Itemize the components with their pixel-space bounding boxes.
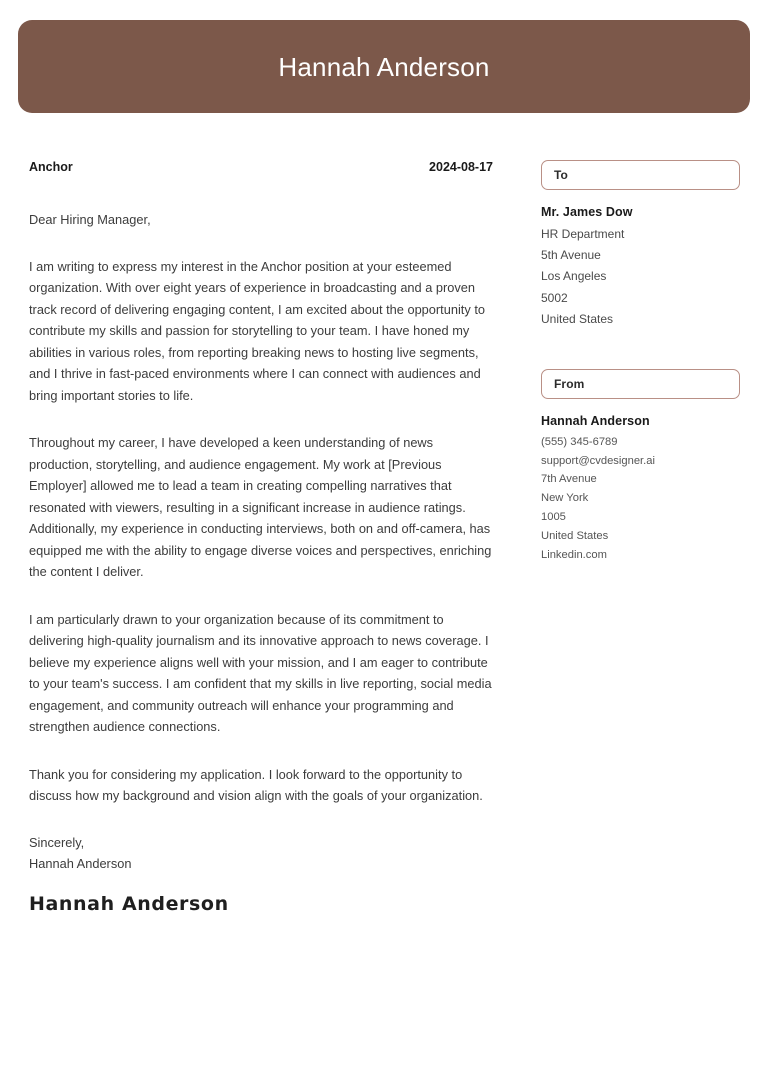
letter-paragraph: I am particularly drawn to your organization because of its commitment to delivering high-quality journalism and its innovative approach to news coverage. I believe my experience aligns well with your mission, and I am eager to contribute to your team's success. I am confident that my skills in live reporting, social media engagement, and community outreach will enhance your programming and strengthen audience connections. [29, 611, 492, 735]
letter-date: 2024-08-17 [429, 160, 493, 174]
letter-column [29, 160, 493, 915]
letter-paragraph: Thank you for considering my application. I look forward to the opportunity to discuss how my background and vision align with the goals of your organization. [29, 766, 483, 803]
page-title: Hannah Anderson [278, 51, 490, 82]
sender-line: United States [541, 529, 609, 542]
sender-website: Linkedin.com [541, 548, 607, 561]
letter-paragraph: Throughout my career, I have developed a keen understanding of news production, storytelling, and audience engagement. My work at [Previous Employer] allowed me to lead a team in creating compelling narratives that resonated with viewers, resulting in a significant increase in audience ratings. Additionally, my experience in conducting interviews, both on and off-camera, has equipped me with the ability to engage diverse voices and perspectives, enriching the content I deliver. [29, 435, 492, 580]
recipient-block [541, 202, 740, 330]
sender-block [541, 411, 740, 564]
recipient-chip-label: To [554, 168, 568, 182]
recipient-line: 5002 [541, 290, 568, 305]
sender-phone: (555) 345-6789 [541, 435, 618, 448]
letter-paragraph: I am writing to express my interest in the Anchor position at your esteemed organization. With over eight years of experience in broadcasting and a proven track record of delivering engaging content, I am excited about the opportunity to contribute my skills and passion for storytelling to your team. I have honed my abilities in various roles, from reporting breaking news to hosting live segments, and I thrive in fast-paced environments where I can connect with audiences and bring important stories to life. [29, 258, 485, 403]
signature: Hannah Anderson [29, 892, 229, 915]
closing-salutation: Sincerely, [29, 835, 85, 851]
sender-email: support@cvdesigner.ai [541, 454, 655, 467]
address-sidebar [541, 160, 740, 564]
sender-chip [541, 369, 740, 399]
sender-line: New York [541, 492, 589, 505]
recipient-chip [541, 160, 740, 190]
letter-meta-row [29, 160, 493, 175]
sender-line: 7th Avenue [541, 473, 597, 486]
closing-name: Hannah Anderson [29, 855, 132, 871]
recipient-name: Mr. James Dow [541, 205, 633, 219]
closing-block [29, 833, 493, 873]
recipient-line: HR Department [541, 226, 625, 241]
recipient-line: United States [541, 311, 614, 326]
recipient-line: Los Angeles [541, 269, 607, 284]
salutation: Dear Hiring Manager, [29, 212, 151, 227]
sender-line: 1005 [541, 511, 566, 524]
header-banner [18, 20, 750, 113]
sender-name: Hannah Anderson [541, 414, 650, 429]
sender-chip-wrap [541, 369, 740, 399]
sender-chip-label: From [554, 377, 585, 392]
recipient-line: 5th Avenue [541, 247, 601, 262]
job-position-label: Anchor [29, 160, 73, 174]
